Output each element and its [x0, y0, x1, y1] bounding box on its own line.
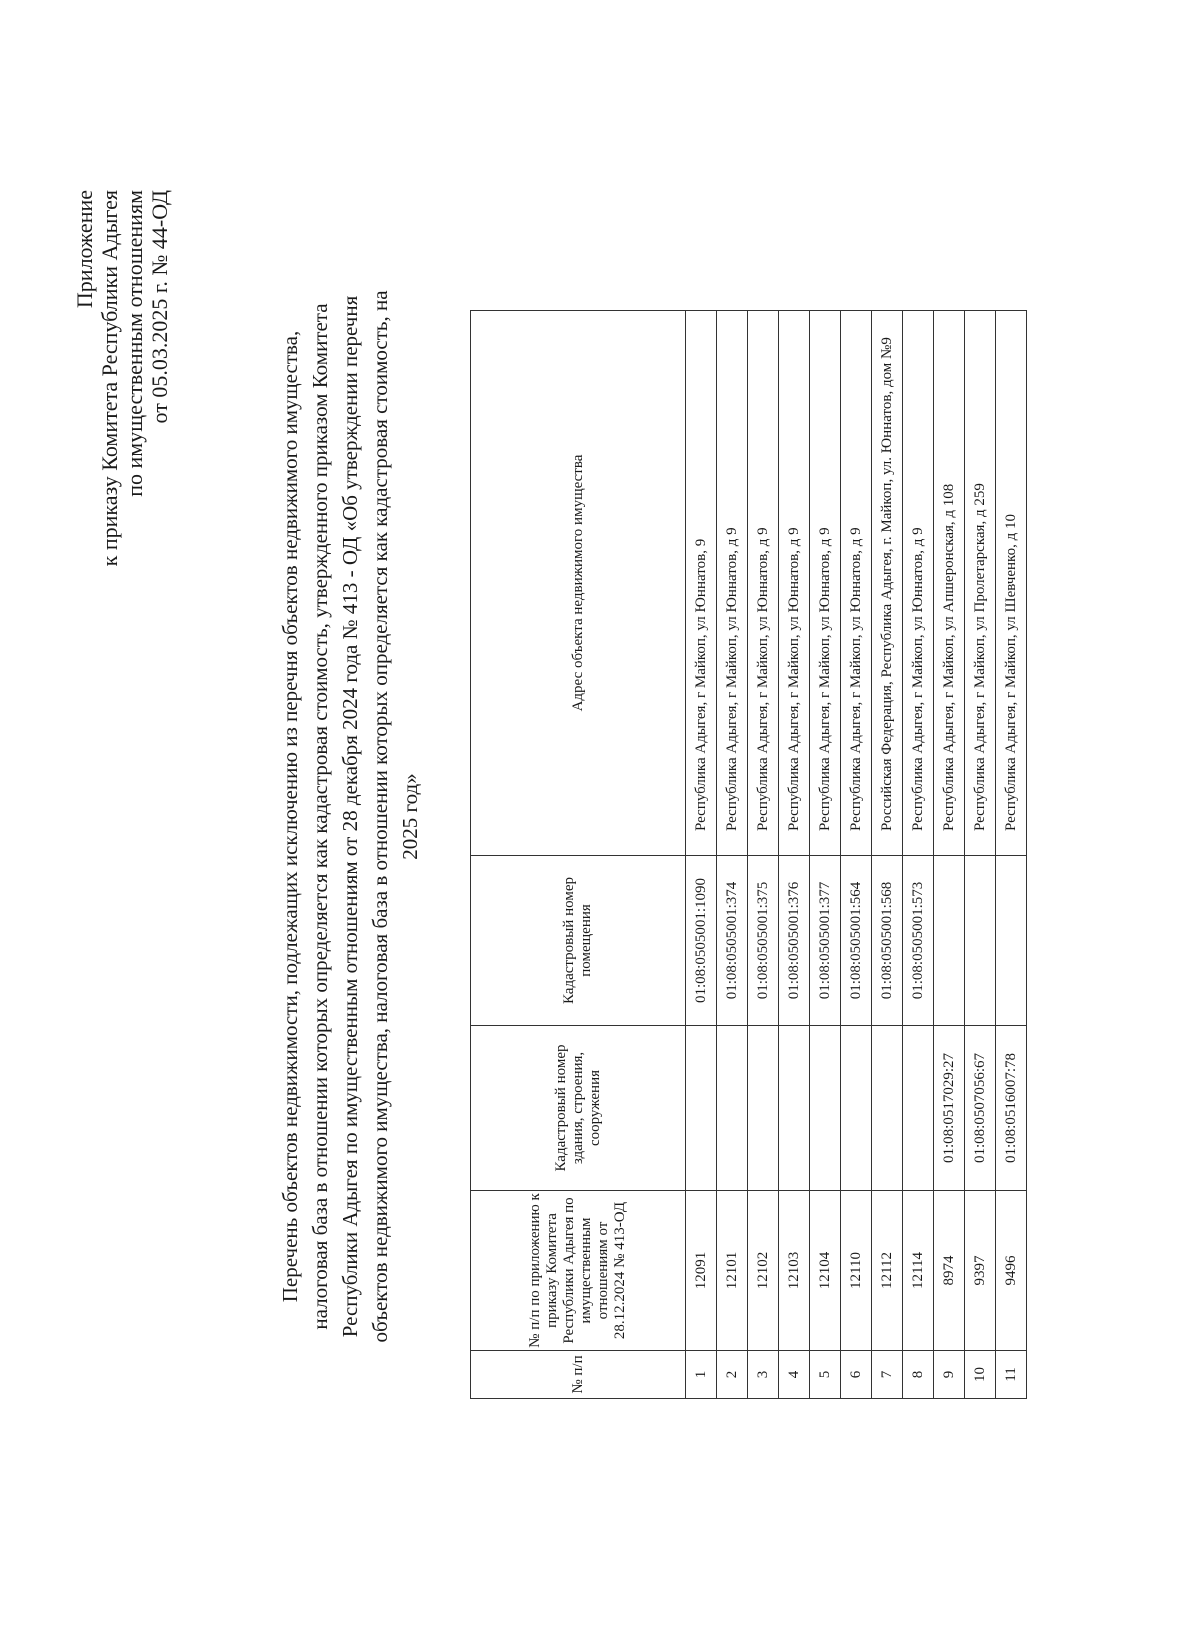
cell-premise-cadastral	[965, 856, 996, 1026]
table-row	[717, 311, 748, 1399]
cell-num: 5	[810, 1351, 841, 1399]
cell-building-cadastral: 01:08:0507056:67	[965, 1026, 996, 1191]
cell-premise-cadastral: 01:08:0505001:375	[748, 856, 779, 1026]
cell-prev-num: 9496	[996, 1191, 1027, 1351]
cell-building-cadastral	[748, 1026, 779, 1191]
cell-prev-num: 12103	[779, 1191, 810, 1351]
cell-prev-num: 12102	[748, 1191, 779, 1351]
cell-num: 3	[748, 1351, 779, 1399]
cell-address: Республика Адыгея, г Майкоп, ул Юннатов, д 9	[779, 311, 810, 856]
document-title	[275, 239, 425, 1394]
title-line: налоговая база в отношении которых определяется как кадастровая стоимость, утвержденного приказом Комитета	[308, 303, 332, 1330]
cell-prev-num: 12114	[903, 1191, 934, 1351]
cell-premise-cadastral: 01:08:0505001:377	[810, 856, 841, 1026]
table-row	[748, 311, 779, 1399]
table-row	[686, 311, 717, 1399]
cell-num: 8	[903, 1351, 934, 1399]
cell-num: 7	[872, 1351, 903, 1399]
appendix-title: Приложение	[72, 190, 97, 309]
cell-premise-cadastral: 01:08:0505001:564	[841, 856, 872, 1026]
table-row	[810, 311, 841, 1399]
cell-building-cadastral	[810, 1026, 841, 1191]
appendix-date: от 05.03.2025 г. № 44-ОД	[147, 190, 172, 424]
cell-address: Республика Адыгея, г Майкоп, ул Юннатов, д 9	[717, 311, 748, 856]
cell-premise-cadastral: 01:08:0505001:573	[903, 856, 934, 1026]
cell-num: 11	[996, 1351, 1027, 1399]
cell-building-cadastral	[841, 1026, 872, 1191]
cell-address: Республика Адыгея, г Майкоп, ул Пролетарская, д 259	[965, 311, 996, 856]
cell-address: Республика Адыгея, г Майкоп, ул Юннатов, д 9	[903, 311, 934, 856]
property-table-wrap	[470, 310, 1027, 1399]
table-row	[841, 311, 872, 1399]
cell-premise-cadastral: 01:08:0505001:1090	[686, 856, 717, 1026]
cell-num: 9	[934, 1351, 965, 1399]
cell-address: Республика Адыгея, г Майкоп, ул Апшеронская, д 108	[934, 311, 965, 856]
cell-prev-num: 12110	[841, 1191, 872, 1351]
appendix-order-ref: к приказу Комитета Республики Адыгея	[97, 190, 122, 567]
header-premise-cadastral: Кадастровый номер помещения	[471, 856, 686, 1026]
cell-prev-num: 12091	[686, 1191, 717, 1351]
cell-address: Российская Федерация, Республика Адыгея, г. Майкоп, ул. Юннатов, дом №9	[872, 311, 903, 856]
cell-premise-cadastral: 01:08:0505001:568	[872, 856, 903, 1026]
table-row	[965, 311, 996, 1399]
cell-prev-num: 12101	[717, 1191, 748, 1351]
title-line: Республики Адыгея по имущественным отношениям от 28 декабря 2024 года № 413 - ОД «Об утверждении перечня	[338, 295, 362, 1338]
header-num: № п/п	[471, 1351, 686, 1399]
cell-prev-num: 9397	[965, 1191, 996, 1351]
cell-prev-num: 12104	[810, 1191, 841, 1351]
cell-num: 4	[779, 1351, 810, 1399]
header-address: Адрес объекта недвижимого имущества	[471, 311, 686, 856]
title-line: объектов недвижимого имущества, налоговая база в отношении которых определяется как кадастровая стоимость, на	[368, 290, 392, 1343]
cell-building-cadastral	[903, 1026, 934, 1191]
cell-num: 6	[841, 1351, 872, 1399]
cell-address: Республика Адыгея, г Майкоп, ул Юннатов, д 9	[841, 311, 872, 856]
title-line: Перечень объектов недвижимости, подлежащих исключению из перечня объектов недвижимого имущества,	[278, 330, 302, 1303]
cell-building-cadastral	[872, 1026, 903, 1191]
cell-premise-cadastral	[996, 856, 1027, 1026]
cell-address: Республика Адыгея, г Майкоп, ул Юннатов, 9	[686, 311, 717, 856]
cell-building-cadastral	[717, 1026, 748, 1191]
cell-premise-cadastral: 01:08:0505001:376	[779, 856, 810, 1026]
cell-address: Республика Адыгея, г Майкоп, ул Юннатов, д 9	[810, 311, 841, 856]
header-prev-num: № п/п по приложению к приказу Комитета Республики Адыгея по имущественным отношениям от 28.12.2024 № 413-ОД	[471, 1191, 686, 1351]
cell-building-cadastral: 01:08:0516007:78	[996, 1026, 1027, 1191]
appendix-committee: по имущественным отношениям	[122, 190, 147, 497]
cell-premise-cadastral	[934, 856, 965, 1026]
table-row	[779, 311, 810, 1399]
appendix-header	[72, 190, 172, 910]
cell-premise-cadastral: 01:08:0505001:374	[717, 856, 748, 1026]
cell-prev-num: 12112	[872, 1191, 903, 1351]
table-row	[903, 311, 934, 1399]
table-header-row	[471, 311, 686, 1399]
header-building-cadastral: Кадастровый номер здания, строения, сооружения	[471, 1026, 686, 1191]
cell-building-cadastral	[686, 1026, 717, 1191]
cell-num: 1	[686, 1351, 717, 1399]
table-row	[872, 311, 903, 1399]
title-line: 2025 год»	[398, 773, 422, 860]
cell-num: 2	[717, 1351, 748, 1399]
cell-address: Республика Адыгея, г Майкоп, ул Шевченко, д 10	[996, 311, 1027, 856]
table-row	[996, 311, 1027, 1399]
table-row	[934, 311, 965, 1399]
cell-building-cadastral	[779, 1026, 810, 1191]
property-table	[470, 310, 1027, 1399]
cell-building-cadastral: 01:08:0517029:27	[934, 1026, 965, 1191]
cell-prev-num: 8974	[934, 1191, 965, 1351]
cell-num: 10	[965, 1351, 996, 1399]
cell-address: Республика Адыгея, г Майкоп, ул Юннатов, д 9	[748, 311, 779, 856]
